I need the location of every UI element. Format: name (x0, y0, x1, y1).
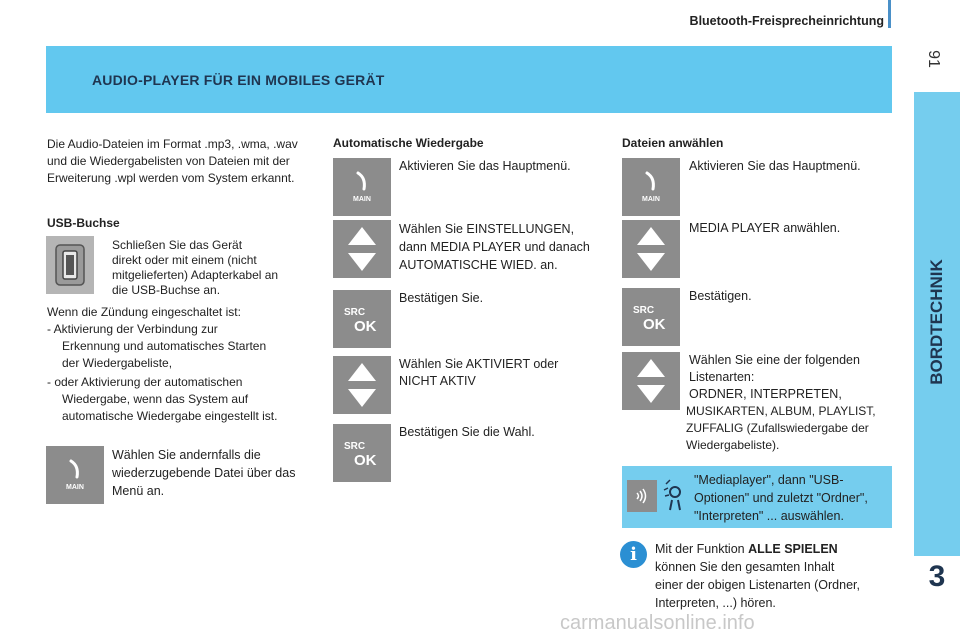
list-line: - oder Aktivierung der automatischen (47, 375, 243, 389)
main-hint-text (112, 446, 317, 500)
step-line: AUTOMATISCHE WIED. an. (399, 258, 558, 272)
svg-text:SRC: SRC (633, 305, 655, 316)
usb-text-line: die USB-Buchse an. (112, 283, 221, 297)
step-line: Listenarten: (689, 370, 755, 384)
svg-text:SRC: SRC (344, 441, 366, 452)
step-line: Wählen Sie AKTIVIERT oder (399, 357, 559, 371)
list-types-line: Wiedergabeliste). (686, 438, 780, 452)
usb-text-line: direkt oder mit einem (nicht (112, 253, 257, 267)
chapter-label (914, 92, 960, 552)
files-step-3-text (689, 288, 894, 305)
list-types-line: MUSIKARTEN, ALBUM, PLAYLIST, (686, 404, 876, 418)
list-types-line: ZUFFALIG (Zufallswiedergabe der (686, 421, 869, 435)
usb-port-icon (46, 236, 94, 294)
intro-text (47, 136, 317, 187)
step-line: Wählen Sie eine der folgenden (689, 353, 860, 367)
arrows-icon (622, 220, 680, 278)
step-line: Bestätigen Sie die Wahl. (399, 425, 535, 439)
step-line: Wählen Sie EINSTELLUNGEN, (399, 222, 575, 236)
info-note-line (655, 540, 890, 558)
speaking-head-graphic (662, 478, 686, 512)
main-hint-line: Menü an. (112, 484, 165, 498)
svg-text:OK: OK (354, 452, 377, 469)
usb-port-graphic (52, 241, 88, 289)
files-step-2-text (689, 220, 894, 237)
main-icon (622, 158, 680, 216)
files-step-4-text (689, 352, 894, 403)
usb-heading: USB-Buchse (47, 216, 120, 230)
main-icon-graphic (55, 458, 95, 492)
header-rule (888, 0, 891, 28)
info-prefix: Mit der Funktion (655, 542, 749, 556)
info-note-text (655, 540, 890, 612)
speaking-head-icon (662, 478, 686, 512)
svg-text:MAIN: MAIN (353, 196, 371, 203)
voice-wave-graphic (631, 486, 653, 506)
chapter-label-text: BORDTECHNIK (927, 259, 946, 385)
header-title: Bluetooth-Freisprecheinrichtung (689, 14, 884, 28)
src-ok-icon (333, 290, 391, 348)
intro-line: und die Wiedergabelisten von Dateien mit der (47, 154, 290, 168)
voice-line: "Mediaplayer", dann "USB- (694, 473, 844, 487)
main-hint-line: Wählen Sie andernfalls die (112, 448, 261, 462)
auto-step-3-text (399, 290, 609, 307)
info-icon: i (620, 541, 647, 568)
info-note-line: Interpreten, ...) hören. (655, 596, 776, 610)
list-line: Wiedergabe, wenn das System auf (62, 392, 249, 406)
main-icon (46, 446, 104, 504)
select-files-heading: Dateien anwählen (622, 136, 724, 150)
step-line: Aktivieren Sie das Hauptmenü. (689, 159, 861, 173)
ignition-text: Wenn die Zündung eingeschaltet ist: (47, 305, 241, 319)
watermark: carmanualsonline.info (560, 612, 755, 634)
step-line: Bestätigen. (689, 289, 752, 303)
usb-text (112, 238, 312, 298)
step-line: NICHT AKTIV (399, 374, 476, 388)
src-ok-graphic (340, 435, 384, 471)
src-ok-icon (333, 424, 391, 482)
section-title: AUDIO-PLAYER FÜR EIN MOBILES GERÄT (92, 72, 385, 88)
ignition-list-item (47, 374, 317, 425)
step-line: ORDNER, INTERPRETEN, (689, 387, 842, 401)
up-down-arrows (342, 359, 382, 411)
intro-line: Erweiterung .wpl werden vom System erkannt. (47, 171, 295, 185)
voice-command-text (694, 471, 890, 525)
list-types-continued (686, 403, 896, 454)
auto-step-4-text (399, 356, 609, 390)
src-ok-graphic (629, 299, 673, 335)
src-ok-icon (622, 288, 680, 346)
svg-text:MAIN: MAIN (642, 196, 660, 203)
voice-line: Optionen" und zuletzt "Ordner", (694, 491, 868, 505)
svg-text:SRC: SRC (344, 307, 366, 318)
usb-text-line: mitgelieferten) Adapterkabel an (112, 268, 279, 282)
page-number: 91 (925, 50, 942, 68)
up-down-arrows (631, 223, 671, 275)
step-line: Bestätigen Sie. (399, 291, 484, 305)
auto-step-2-text (399, 220, 614, 274)
files-step-1-text (689, 158, 894, 175)
auto-step-1-text (399, 158, 609, 175)
up-down-arrows (631, 355, 671, 407)
auto-play-heading: Automatische Wiedergabe (333, 136, 484, 150)
svg-text:OK: OK (643, 316, 666, 333)
main-icon (333, 158, 391, 216)
arrows-icon (333, 220, 391, 278)
arrows-icon (622, 352, 680, 410)
main-hint-line: wiederzugebende Datei über das (112, 466, 296, 480)
step-line: dann MEDIA PLAYER und danach (399, 240, 590, 254)
auto-step-5-text (399, 424, 609, 441)
list-line: Erkennung und automatisches Starten (62, 339, 267, 353)
list-line: - Aktivierung der Verbindung zur (47, 322, 218, 336)
info-function-name: ALLE SPIELEN (748, 542, 838, 556)
voice-button-icon (627, 480, 657, 512)
main-icon-graphic (631, 170, 671, 204)
step-line: Aktivieren Sie das Hauptmenü. (399, 159, 571, 173)
info-note-line: einer der obigen Listenarten (Ordner, (655, 578, 860, 592)
list-line: automatische Wiedergabe eingestellt ist. (62, 409, 278, 423)
list-line: der Wiedergabeliste, (62, 356, 173, 370)
step-line: MEDIA PLAYER anwählen. (689, 221, 841, 235)
voice-line: "Interpreten" ... auswählen. (694, 509, 844, 523)
intro-line: Die Audio-Dateien im Format .mp3, .wma, .wav (47, 137, 298, 151)
info-note-line: können Sie den gesamten Inhalt (655, 560, 835, 574)
arrows-icon (333, 356, 391, 414)
main-icon-graphic (342, 170, 382, 204)
up-down-arrows (342, 223, 382, 275)
svg-text:OK: OK (354, 318, 377, 335)
ignition-list-item (47, 321, 317, 372)
chapter-number: 3 (928, 560, 946, 593)
main-label: MAIN (66, 484, 84, 491)
usb-text-line: Schließen Sie das Gerät (112, 238, 243, 252)
src-ok-graphic (340, 301, 384, 337)
